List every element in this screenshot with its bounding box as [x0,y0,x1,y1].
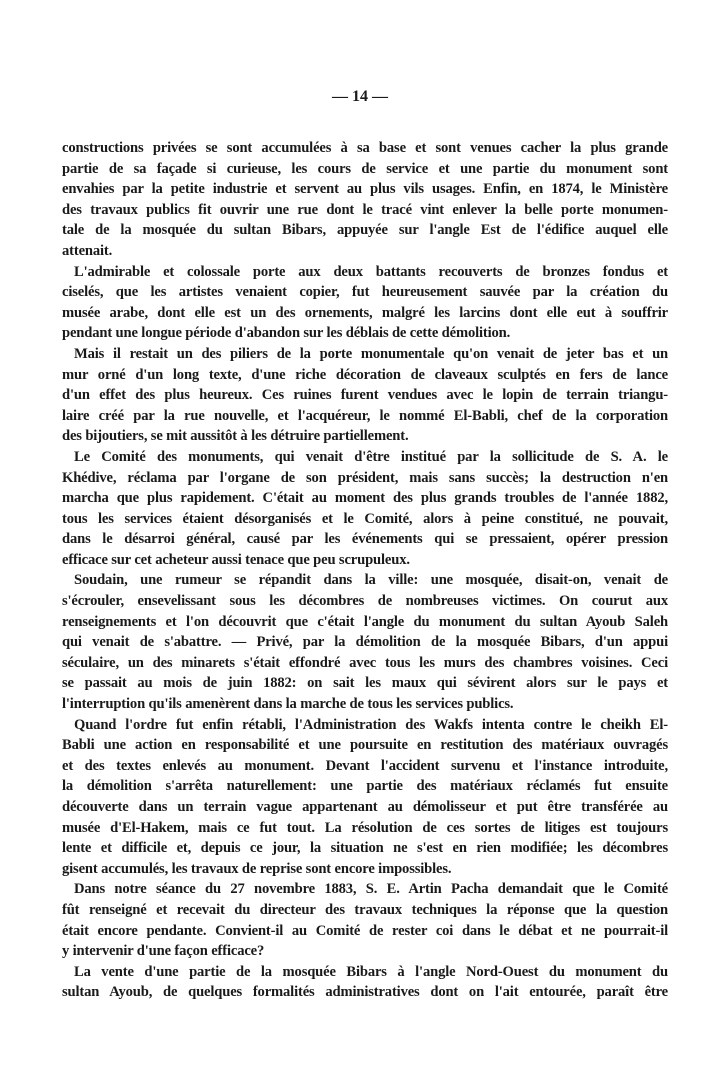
text-line: dans le désarroi général, causé par les événements qui se pressaient, opérer pression [62,531,668,548]
paragraph [62,262,668,344]
text-line: des bijoutiers, se mit aussitôt à les détruire partiellement. [62,428,409,445]
text-line: pendant une longue période d'abandon sur les déblais de cette démolition. [62,325,511,342]
text-line: tale de la mosquée du sultan Bibars, appuyée sur l'angle Est de l'édifice auquel elle [62,222,668,239]
text-line: Mais il restait un des piliers de la porte monumentale qu'on venait de jeter bas et un [74,345,668,362]
paragraph [62,138,668,262]
text-line: des travaux publics fit ouvrir une rue dont le tracé vint enlever la belle porte monumen- [62,201,668,218]
text-line: tous les services étaient désorganisés et le Comité, alors à peine constitué, ne pouvait, [62,510,668,527]
paragraph [62,447,668,571]
page-number: — 14 — [332,88,388,105]
paragraph [62,715,668,880]
text-line: La vente d'une partie de la mosquée Bibars à l'angle Nord-Ouest du monument du [74,963,668,980]
text-line: séculaire, un des minarets s'était effondré avec tous les murs des chambres voisines. Ceci [62,654,668,671]
text-line: s'écrouler, ensevelissant sous les décombres de nombreuses victimes. On courut aux [62,593,668,610]
text-line: efficace sur cet acheteur aussi tenace que peu scrupuleux. [62,551,410,568]
text-line: ciselés, que les artistes venaient copier, fut heureusement sauvée par la création du [62,284,668,301]
text-line: musée d'El-Hakem, mais ce fut tout. La résolution de ces sortes de litiges est toujours [62,819,668,836]
text-line: Quand l'ordre fut enfin rétabli, l'Administration des Wakfs intenta contre le cheikh El- [74,716,668,733]
text-line: fût renseigné et recevait du directeur des travaux techniques la réponse que la question [62,901,668,918]
text-line: sultan Ayoub, de quelques formalités administratives dont on l'ait entourée, paraît être [62,984,668,1001]
paragraph [62,879,668,961]
text-line: Dans notre séance du 27 novembre 1883, S. E. Artin Pacha demandait que le Comité [74,881,668,898]
text-line: se passait au mois de juin 1882: on sait les maux qui sévirent alors sur le pays et [62,675,668,692]
text-line: Le Comité des monuments, qui venait d'être institué par la sollicitude de S. A. le [74,448,668,465]
paragraph [62,570,668,714]
text-line: qui venait de s'abattre. — Privé, par la démolition de la mosquée Bibars, d'un appui [62,634,668,651]
text-line: gisent accumulés, les travaux de reprise sont encore impossibles. [62,860,452,877]
text-line: partie de sa façade si curieuse, les cours de service et une partie du monument sont [62,160,668,177]
text-line: d'un effet des plus heureux. Ces ruines furent vendues avec le lopin de terrain triangu- [62,387,668,404]
text-line: musée arabe, dont elle est un des ornements, malgré les larcins dont elle eut à souffrir [62,304,668,321]
text-line: découverte dans un terrain vague appartenant au démolisseur et put être transférée au [62,799,668,815]
text-line: constructions privées se sont accumulées à sa base et sont venues cacher la plus grande [62,140,668,156]
text-line: y intervenir d'une façon efficace? [62,943,265,960]
text-line: attenait. [62,242,113,259]
text-line: laire créé par la rue nouvelle, et l'acquéreur, le nommé El-Babli, chef de la corporation [62,407,668,424]
body-text [62,138,668,1003]
text-line: marcha que plus rapidement. C'était au moment des plus grands troubles de l'année 1882, [62,490,668,507]
paragraph [62,962,668,1003]
text-line: mur orné d'un long texte, d'une riche décoration de claveaux sculptés en fers de lance [62,366,668,383]
text-line: Khédive, réclama par l'organe de son président, mais sans succès; la destruction n'en [62,469,668,486]
text-line: était encore pendante. Convient-il au Comité de rester coi dans le débat et ne pourrait-il [62,922,668,939]
text-line: la démolition s'arrêta naturellement: une partie des matériaux réclamés fut ensuite [62,778,668,795]
text-line: Babli une action en responsabilité et une poursuite en restitution des matériaux ouvragés [62,737,668,754]
paragraph [62,344,668,447]
text-line: et des textes enlevés au monument. Devant l'accident survenu et l'instance introduite, [62,757,668,774]
text-line: renseignements et l'on découvrit que c'était l'angle du monument du sultan Ayoub Saleh [62,613,668,630]
text-line: envahies par la petite industrie et servent au plus vils usages. Enfin, en 1874, le Ministère [62,181,668,198]
text-line: Soudain, une rumeur se répandit dans la ville: une mosquée, disait-on, venait de [74,572,668,589]
text-line: lente et difficile et, depuis ce jour, la situation ne s'est en rien modifiée; les décombres [62,840,668,857]
text-line: L'admirable et colossale porte aux deux battants recouverts de bronzes fondus et [74,263,668,280]
text-line: l'interruption qu'ils amenèrent dans la marche de tous les services publics. [62,696,514,713]
